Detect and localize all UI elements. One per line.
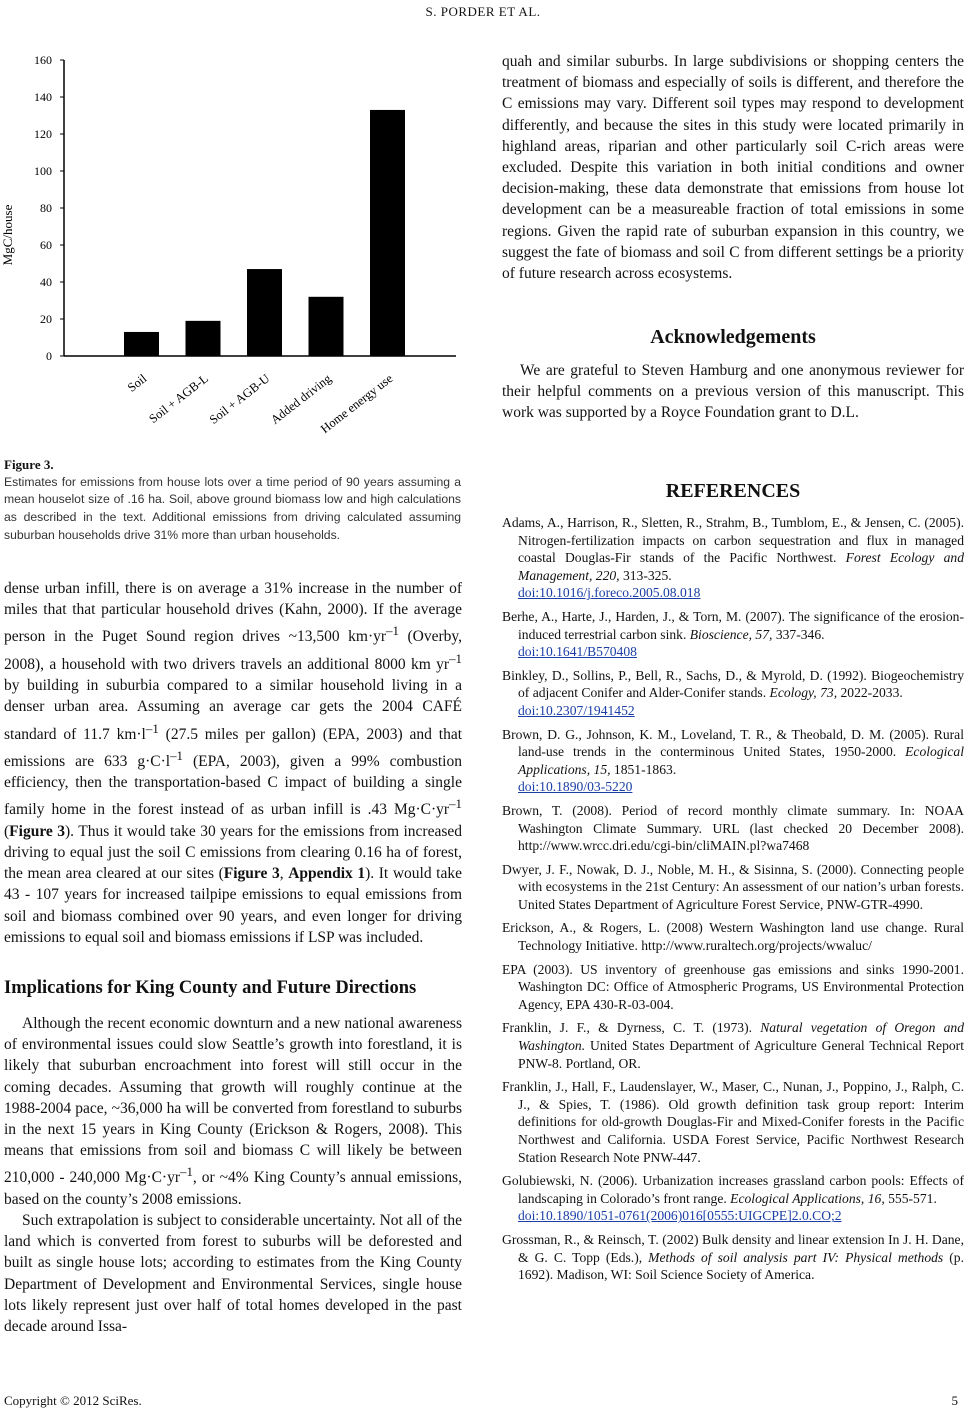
running-header: S. PORDER ET AL.	[425, 4, 541, 19]
caption-title: Figure 3.	[4, 457, 54, 472]
reference-entry: Franklin, J. F., & Dyrness, C. T. (1973). Natural vegetation of Oregon and Washington. United States Department of Agriculture General Technical Report PNW-8. Portland, OR.	[502, 1020, 964, 1071]
appendix-ref[interactable]: Appendix 1	[288, 865, 366, 883]
reference-entry: Franklin, J., Hall, F., Laudenslayer, W., Maser, C., Nunan, J., Poppino, J., Ralph, C. J., & Spies, T. (1986). Old growth definition task group report: Interim definitions for old-growth Douglas-Fir and Mixed-Conifer forests in the Pacific Northwest and California. USDA Forest Service, Pacific Northwest Research Station Research Note PNW-447.	[502, 1079, 964, 1165]
caption-text: Estimates for emissions from house lots over a time period of 90 years assuming a mean houselot size of .16 ha. Soil, above ground biomass low and high calculations as described in the text. Additional emissions from driving calculated assuming suburban households drive 31% more than urban households.	[4, 474, 461, 542]
figure-3-bar-chart	[0, 50, 466, 455]
reference-entry: Adams, A., Harrison, R., Sletten, R., Strahm, B., Tumblom, E., & Jensen, C. (2005). Nitrogen-fertilization impacts on carbon sequestration and flux in managed coastal Douglas-Fir stands of the Pacific Northwest. Forest Ecology and Management, 220, 313-325. doi:10.1016/j.foreco.2005.08.018	[502, 515, 964, 601]
doi-link[interactable]: doi:10.1641/B570408	[518, 644, 637, 660]
x-tick-label: Soil + AGB-U	[206, 371, 273, 427]
acknowledgements-heading: Acknowledgements	[650, 326, 816, 348]
right-column-paragraph: quah and similar suburbs. In large subdivisions or shopping centers the treatment of biomass and especially of soils is different, and therefore the C emissions may vary. Different soil types may respond to development differently, and because the sites in this study were located primarily in highland areas, riparian and other particularly soil C-rich areas were excluded. Despite this variation in both initial conditions and owner decision-making, these data demonstrate that emissions from house lot development can be a measureable fraction of total emissions in some regions. Given the rapid rate of suburban expansion in this country, we suggest the fate of biomass and soil C from different settings be a priority of future research across ecosystems.	[502, 53, 964, 283]
references-list	[502, 514, 964, 1290]
figure-ref[interactable]: Figure 3	[223, 865, 280, 883]
reference-entry: Dwyer, J. F., Nowak, D. J., Noble, M. H., & Sisinna, S. (2000). Connecting people with ecosystems in the 21st Century: An assessment of our nation’s urban forests. United States Department of Agriculture Forest Service, PNW-GTR-4990.	[502, 861, 964, 912]
acknowledgements-text: We are grateful to Steven Hamburg and one anonymous reviewer for their helpful comments on a previous version of this manuscript. This work was supported by a Royce Foundation grant to D.L.	[502, 362, 964, 422]
bar	[309, 297, 344, 356]
reference-entry: Binkley, D., Sollins, P., Bell, R., Sachs, D., & Myrold, D. (1992). Biogeochemistry of adjacent Conifer and Alder-Conifer stands. Ecology, 73, 2022-2033. doi:10.2307/1941452	[502, 667, 964, 718]
y-tick-label: 160	[34, 53, 52, 67]
figure-ref[interactable]: Figure 3	[9, 822, 66, 840]
reference-entry: Brown, D. G., Johnson, K. M., Loveland, T. R., & Theobald, D. M. (2005). Rural land-use trends in the conterminous United States, 1950-2000. Ecological Applications, 15, 1851-1863. doi:10.1890/03-5220	[502, 726, 964, 795]
bar	[370, 110, 405, 356]
doi-link[interactable]: doi:10.2307/1941452	[518, 702, 635, 718]
page-number: 5	[951, 1393, 958, 1408]
y-tick-label: 20	[40, 312, 52, 326]
reference-entry: EPA (2003). US inventory of greenhouse gas emissions and sinks 1990-2001. Washington DC: Office of Atmospheric Programs, US Environmental Protection Agency, EPA 430-R-03-004.	[502, 961, 964, 1012]
x-tick-label: Soil + AGB-L	[146, 371, 211, 427]
x-tick-label: Soil	[124, 371, 150, 395]
x-tick-labels	[125, 371, 396, 436]
doi-link[interactable]: doi:10.1890/1051-0761(2006)016[0555:UIGCPE]2.0.CO;2	[518, 1208, 842, 1224]
y-tick-label: 140	[34, 90, 52, 104]
figure-caption	[4, 456, 461, 545]
y-tick-label: 100	[34, 164, 52, 178]
left-column-section-body: Although the recent economic downturn and a new national awareness of environmental issues could slow Seattle’s growth into forestland, it is likely that suburban encroachment into forest will still occur in the coming decades. Assuming that growth will roughly continue at the 1988-2004 pace, ~36,000 ha will be converted from forestland to suburbs in the next 15 years in King County (Erickson & Rogers, 2008). This means that emissions from soil and biomass C will likely be between 210,000 - 240,000 $Mg\cdot C\cdot yr^{-1}$, or ~4% King County’s annual emissions, based on the county’s 2008 emissions. Such extrapolation is subject to considerable uncertainty. Not all of the land which is converted from forest to suburbs will be deforested and built as single house lots; according to estimates from the King County Department of Development and Environmental Services, single house lots likely represent just over half of total homes developed in the past decade around Issa-	[4, 1015, 462, 1335]
doi-link[interactable]: doi:10.1016/j.foreco.2005.08.018	[518, 585, 701, 601]
references-heading: REFERENCES	[665, 480, 801, 502]
y-axis-label: MgC/house	[0, 204, 15, 266]
reference-entry: Grossman, R., & Reinsch, T. (2002) Bulk density and linear extension In J. H. Dane, & G. C. Topp (Eds.), Methods of soil analysis part IV: Physical methods (p. 1692). Madison, WI: Soil Science Society of America.	[502, 1231, 964, 1283]
copyright-footer: Copyright © 2012 SciRes.	[4, 1393, 142, 1408]
bar	[186, 321, 221, 356]
reference-entry: Brown, T. (2008). Period of record monthly climate summary. In: NOAA Washington Climate Summary. URL (last checked 20 December 2008). http://www.wrcc.dri.edu/cgi-bin/cliMAIN.pl?wa7468	[502, 802, 964, 854]
reference-entry: Berhe, A., Harte, J., Harden, J., & Torn, M. (2007). The significance of the erosion-induced terrestrial carbon sink. Bioscience, 57, 337-346. doi:10.1641/B570408	[502, 608, 964, 660]
bar	[247, 269, 282, 356]
y-tick-label: 40	[40, 275, 52, 289]
y-tick-label: 0	[46, 349, 52, 363]
y-tick-label: 80	[40, 201, 52, 215]
x-tick-label: Home energy use	[317, 371, 396, 437]
section-heading: Implications for King County and Future Directions	[4, 978, 417, 998]
reference-entry: Golubiewski, N. (2006). Urbanization increases grassland carbon pools: Effects of landscaping in Colorado’s front range. Ecological Applications, 16, 555-571. doi:10.1890/1051-0761(2006)016[0555:UIGCPE]2.0.CO;2	[502, 1173, 964, 1224]
x-tick-label: Added driving	[268, 371, 334, 428]
reference-entry: Erickson, A., & Rogers, L. (2008) Western Washington land use change. Rural Technology Initiative. http://www.ruraltech.org/projects/wwaluc/	[502, 920, 964, 954]
left-column-paragraph: dense urban infill, there is on average a 31% increase in the number of miles that that particular household drives (Kahn, 2000). If the average person in the Puget Sound region drives ~13,500 $km\cdot yr^{-1}$ (Overby, 2008), a household with two drivers travels an additional 8000 km $yr^{-1}$ by building in suburbia compared to a similar household living in a denser urban area. Assuming an average car gets the 2004 CAFÉ standard of 11.7 $km\cdot l^{-1}$ (27.5 miles per gallon) (EPA, 2003) and that emissions are 633 $g\cdot C\cdot l^{-1}$ (EPA, 2003), given a 99% combustion efficiency, then the transportation-based C impact of building a single family home in the forest instead of as urban infill is .43 $Mg\cdot C\cdot yr^{-1}$ (Figure 3). Thus it would take 30 years for the emissions from increased driving to equal just the soil C emissions from clearing 0.16 ha of forest, the mean area cleared at our sites (Figure 3, Appendix 1). It would take 43 - 107 years for increased tailpipe emissions to equal emissions from soil and biomass combined over 90 years, and even longer for driving emissions to equal soil and biomass emissions if LSP was included.	[4, 580, 463, 946]
y-tick-label: 60	[40, 238, 52, 252]
doi-link[interactable]: doi:10.1890/03-5220	[518, 779, 633, 795]
bar	[124, 332, 159, 356]
y-tick-label: 120	[34, 127, 52, 141]
bars	[124, 110, 405, 356]
